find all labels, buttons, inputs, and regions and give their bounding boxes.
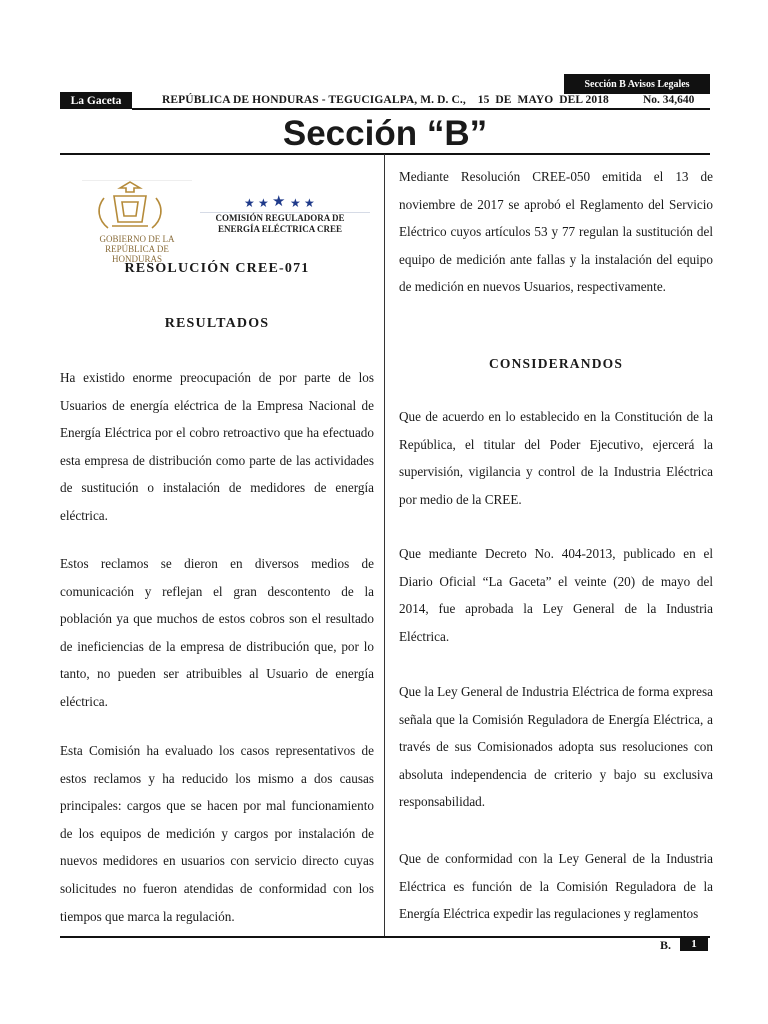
left-paragraph-2: Estos reclamos se dieron en diversos medios de comunicación y reflejan el gran descontento de la población ya que muchos de estos cobros son el resultado de ineficiencias de la empresa de distribución que, por lo tanto, no pueden ser atribuibles al Usuario de energía eléctrica.	[60, 556, 374, 709]
column-divider	[384, 154, 385, 936]
right-paragraph-4: Que de conformidad con la Ley General de la Industria Eléctrica es función de la Comisión Reguladora de la Energía Eléctrica expedir las regulaciones y reglamentos	[399, 851, 713, 922]
cree-label: COMISIÓN REGULADORA DE ENERGÍA ELÉCTRICA CREE	[215, 213, 345, 234]
right-paragraph-2: Que mediante Decreto No. 404-2013, publicado en el Diario Oficial “La Gaceta” el veinte (20) de mayo del 2014, fue aprobada la Ley General de la Industria Eléctrica.	[399, 546, 713, 644]
right-paragraph-3: Que la Ley General de Industria Eléctrica de forma expresa señala que la Comisión Reguladora de Energía Eléctrica, a través de sus Comisionados adopta sus resoluciones con absoluta independencia de criterio y bajo su exclusiva responsabilidad.	[399, 684, 713, 810]
left-paragraph-3: Esta Comisión ha evaluado los casos representativos de estos reclamos y ha reducido los mismo a dos causas principales: cargos que se hacen por mal funcionamiento de los equipos de medición y cargos por instalación de nuevos medidores en usuarios con servicio directo cuyas solicitudes no fueron atendidas de conformidad con los tiempos que marca la regulación.	[60, 743, 374, 924]
issue-number: No. 34,640	[643, 94, 695, 106]
footer-section-code: B.	[660, 938, 672, 952]
resultados-heading: RESULTADOS	[164, 316, 270, 331]
gobierno-label: GOBIERNO DE LA REPÚBLICA DE HONDURAS	[99, 234, 175, 264]
section-tag: Sección B Avisos Legales	[564, 74, 710, 94]
header-line: REPÚBLICA DE HONDURAS - TEGUCIGALPA, M. D. C., 15 DE MAYO DEL 2018	[162, 94, 609, 106]
resolution-title: RESOLUCIÓN CREE-071	[124, 261, 310, 276]
page-number: 1	[680, 937, 708, 951]
header-rule	[132, 108, 710, 110]
left-paragraph-1: Ha existido enorme preocupación de por parte de los Usuarios de energía eléctrica de la Empresa Nacional de Energía Eléctrica por el cobro retroactivo que ha efectuado esta empresa de distribución como parte de las actividades de sustitución o instalación de medidores de energía eléctrica.	[60, 370, 374, 523]
section-title: Sección “B”	[282, 114, 488, 153]
considerandos-heading: CONSIDERANDOS	[488, 356, 624, 371]
title-rule	[60, 153, 710, 155]
svg-text:★: ★	[258, 196, 269, 210]
svg-text:★: ★	[290, 196, 301, 210]
footer-rule	[60, 936, 710, 938]
svg-text:★: ★	[304, 196, 315, 210]
svg-text:★: ★	[244, 196, 255, 210]
right-paragraph-1: Que de acuerdo en lo establecido en la Constitución de la República, el titular del Poder Ejecutivo, ejercerá la supervisión, vigilancia y control de la Industria Eléctrica por medio de la CREE.	[399, 409, 713, 507]
publication-name: La Gaceta	[60, 92, 132, 109]
right-intro-paragraph: Mediante Resolución CREE-050 emitida el 13 de noviembre de 2017 se aprobó el Reglamento del Servicio Eléctrico cuyos artículos 53 y 77 regulan la sustitución del equipo de medición ante fallas y la instalación del equipo de medición en nuevos Usuarios, respectivamente.	[399, 169, 713, 295]
svg-text:★: ★	[272, 192, 286, 210]
